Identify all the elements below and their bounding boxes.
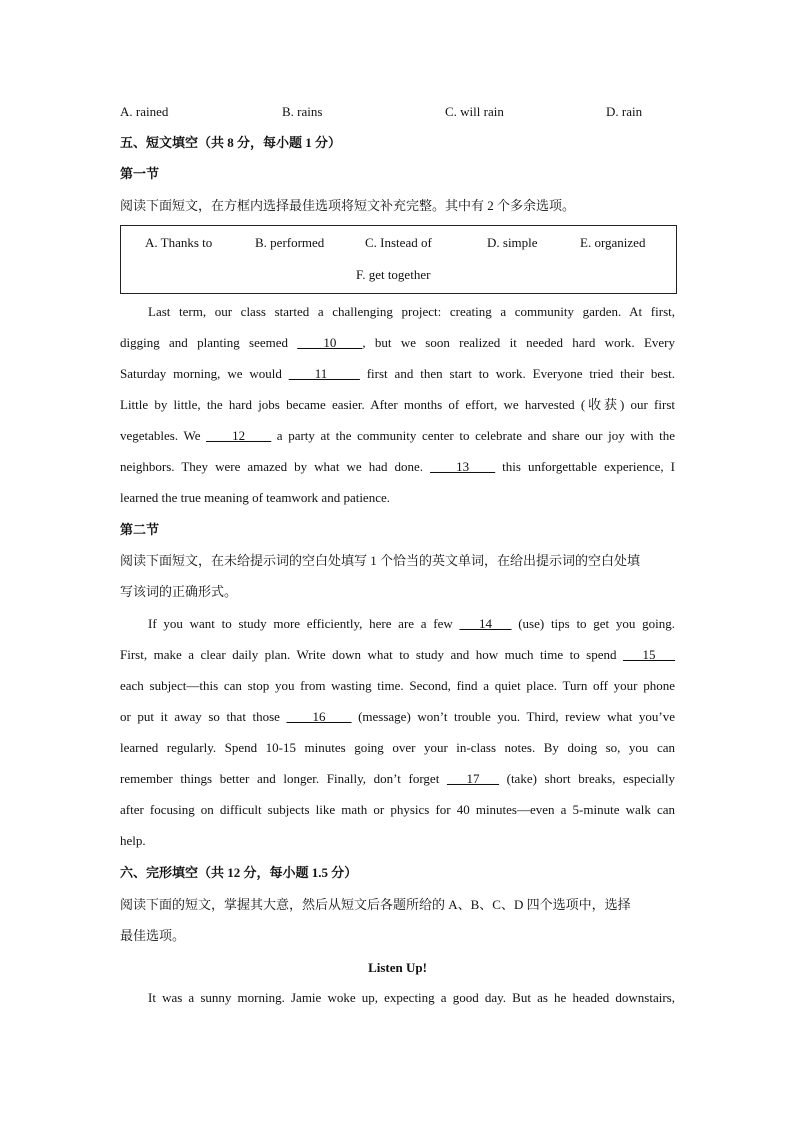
story-passage (120, 990, 675, 1021)
passage-line: Saturday morning, we would ____11_____ first and then start to work. Everyone tried their best. (120, 366, 676, 381)
passage-line: learned the true meaning of teamwork and patience. (120, 490, 390, 505)
section6-instruction-2: 最佳选项。 (120, 928, 186, 943)
passage-line: each subject—this can stop you from wasting time. Second, find a quiet place. Turn off your phone (120, 678, 675, 693)
word-options-box (120, 225, 677, 294)
box-option: C. Instead of (365, 235, 432, 250)
option-d: D. rain (606, 104, 643, 119)
blank-14[interactable]: ___14___ (459, 616, 512, 631)
section5-heading: 五、短文填空（共 8 分，每小题 1 分） (120, 135, 342, 150)
box-option: E. organized (580, 235, 646, 250)
passage-line: after focusing on difficult subjects like math or physics for 40 minutes—even a 5-minute walk can (120, 802, 675, 817)
passage-line: remember things better and longer. Finally, don’t forget ___17___ (take) short breaks, especially (120, 771, 675, 786)
part2-heading: 第二节 (120, 522, 160, 537)
section6-instruction-1: 阅读下面的短文，掌握其大意，然后从短文后各题所给的 A、B、C、D 四个选项中，选择 (120, 897, 631, 912)
blank-13[interactable]: ____13____ (430, 459, 496, 474)
blank-11[interactable]: ____11_____ (288, 366, 360, 381)
passage-line: learned regularly. Spend 10-15 minutes going over your in-class notes. By doing so, you can (120, 740, 675, 755)
box-option: D. simple (487, 235, 538, 250)
passage-line: Last term, our class started a challenging project: creating a community garden. At first, (148, 304, 675, 319)
passage-line: If you want to study more efficiently, here are a few ___14___ (use) tips to get you going. (148, 616, 675, 631)
blank-17[interactable]: ___17___ (446, 771, 499, 786)
passage-line: First, make a clear daily plan. Write down what to study and how much time to spend ___15___ (120, 647, 675, 662)
passage-2 (120, 616, 675, 864)
story-title: Listen Up! (368, 960, 427, 975)
part1-instruction: 阅读下面短文，在方框内选择最佳选项将短文补充完整。其中有 2 个多余选项。 (120, 198, 576, 213)
blank-15[interactable]: ___15___ (623, 647, 675, 662)
passage-line: It was a sunny morning. Jamie woke up, expecting a good day. But as he headed downstairs, (148, 990, 675, 1005)
box-option: F. get together (356, 267, 431, 282)
passage-1 (120, 304, 675, 521)
box-option: B. performed (255, 235, 325, 250)
passage-line: Little by little, the hard jobs became easier. After months of effort, we harvested (收获) our first (120, 397, 675, 412)
option-b: B. rains (282, 104, 323, 119)
blank-10[interactable]: ____10____ (297, 335, 363, 350)
blank-12[interactable]: ____12____ (206, 428, 272, 443)
passage-line: digging and planting seemed ____10____, but we soon realized it needed hard work. Every (120, 335, 675, 350)
blank-16[interactable]: ____16____ (286, 709, 352, 724)
box-option: A. Thanks to (145, 235, 213, 250)
option-c: C. will rain (445, 104, 504, 119)
passage-line: help. (120, 833, 146, 848)
section6-heading: 六、完形填空（共 12 分，每小题 1.5 分） (120, 865, 358, 880)
part2-instruction-2: 写该词的正确形式。 (120, 584, 238, 599)
option-a: A. rained (120, 104, 169, 119)
passage-line: vegetables. We ____12____ a party at the community center to celebrate and share our joy with the (120, 428, 675, 443)
part1-heading: 第一节 (120, 166, 160, 181)
passage-line: or put it away so that those ____16____ (message) won’t trouble you. Third, review what you’ve (120, 709, 675, 724)
part2-instruction-1: 阅读下面短文，在未给提示词的空白处填写 1 个恰当的英文单词，在给出提示词的空白处填 (120, 553, 641, 568)
passage-line: neighbors. They were amazed by what we had done. ____13____ this unforgettable experience, I (120, 459, 675, 474)
